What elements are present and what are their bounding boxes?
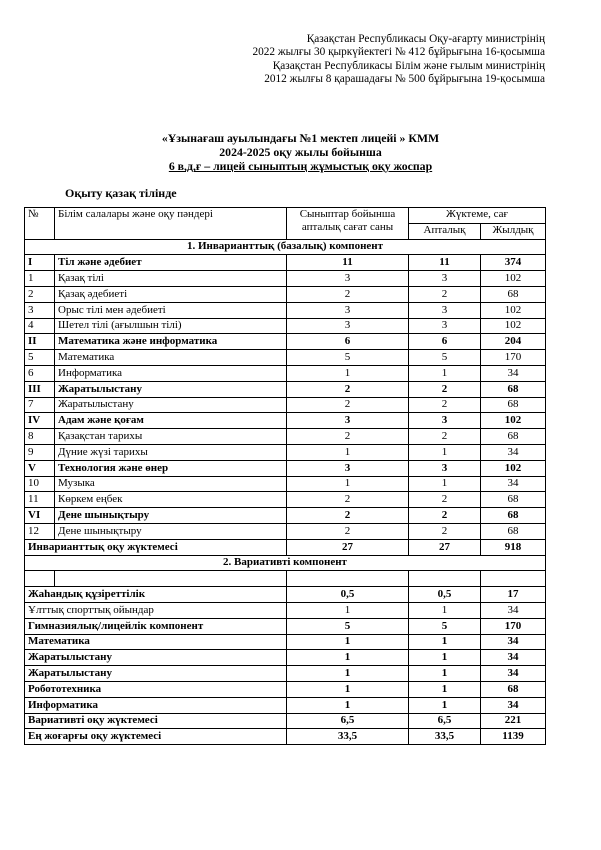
row-number: 9 xyxy=(25,444,55,460)
yearly-hours: 68 xyxy=(481,681,546,697)
header-line: 2012 жылғы 8 қарашадағы № 500 бұйрығына 19-қосымша xyxy=(264,73,545,86)
subject-row xyxy=(25,318,546,334)
subject-row xyxy=(25,492,546,508)
yearly-hours: 34 xyxy=(481,476,546,492)
subject-name: Көркем еңбек xyxy=(55,492,287,508)
total-label: Вариативті оқу жүктемесі xyxy=(25,713,287,729)
weekly-hours: 2 xyxy=(409,523,481,539)
subject-name: Информатика xyxy=(25,697,287,713)
class-hours: 1 xyxy=(287,365,409,381)
subject-row xyxy=(25,255,546,271)
subject-row xyxy=(25,634,546,650)
col-load-header: Жүктеме, сағ xyxy=(409,208,546,224)
total-weekly-hours: 6,5 xyxy=(409,713,481,729)
row-number: 11 xyxy=(25,492,55,508)
table-header-row xyxy=(25,208,546,224)
weekly-hours: 2 xyxy=(409,429,481,445)
class-hours: 1 xyxy=(287,476,409,492)
subject-name: Қазақ әдебиеті xyxy=(55,286,287,302)
row-number: 3 xyxy=(25,302,55,318)
subject-name: Дүние жүзі тарихы xyxy=(55,444,287,460)
class-hours: 0,5 xyxy=(287,587,409,603)
total-yearly-hours: 1139 xyxy=(481,729,546,745)
subject-row xyxy=(25,286,546,302)
subject-name: Технология және өнер xyxy=(55,460,287,476)
subject-name: Жаратылыстану xyxy=(55,397,287,413)
weekly-hours: 11 xyxy=(409,255,481,271)
total-row xyxy=(25,539,546,555)
total-class-hours: 6,5 xyxy=(287,713,409,729)
weekly-hours: 1 xyxy=(409,634,481,650)
row-number: 4 xyxy=(25,318,55,334)
subject-name: Математика және информатика xyxy=(55,334,287,350)
yearly-hours: 34 xyxy=(481,666,546,682)
weekly-hours: 1 xyxy=(409,365,481,381)
subject-name: Математика xyxy=(25,634,287,650)
class-hours: 11 xyxy=(287,255,409,271)
col-no-header: № xyxy=(25,208,55,240)
weekly-hours: 2 xyxy=(409,508,481,524)
empty-cell xyxy=(481,571,546,587)
class-hours: 1 xyxy=(287,681,409,697)
row-number: 7 xyxy=(25,397,55,413)
order-reference-block xyxy=(252,33,545,87)
weekly-hours: 1 xyxy=(409,697,481,713)
row-number: 5 xyxy=(25,350,55,366)
curriculum-table xyxy=(24,207,546,745)
class-hours: 2 xyxy=(287,397,409,413)
weekly-hours: 6 xyxy=(409,334,481,350)
class-hours: 2 xyxy=(287,429,409,445)
subject-name: Математика xyxy=(55,350,287,366)
subject-name: Жаратылыстану xyxy=(25,650,287,666)
subject-row xyxy=(25,429,546,445)
header-line: 2022 жылғы 30 қыркүйектегі № 412 бұйрығына 16-қосымша xyxy=(252,46,545,59)
total-class-hours: 33,5 xyxy=(287,729,409,745)
subject-row xyxy=(25,697,546,713)
subject-name: Музыка xyxy=(55,476,287,492)
row-number: 12 xyxy=(25,523,55,539)
class-hours: 2 xyxy=(287,381,409,397)
class-hours: 5 xyxy=(287,618,409,634)
yearly-hours: 68 xyxy=(481,429,546,445)
weekly-hours: 3 xyxy=(409,413,481,429)
row-number: 1 xyxy=(25,271,55,287)
weekly-hours: 1 xyxy=(409,650,481,666)
subject-row xyxy=(25,602,546,618)
subject-name: Адам және қоғам xyxy=(55,413,287,429)
class-hours: 2 xyxy=(287,523,409,539)
weekly-hours: 3 xyxy=(409,460,481,476)
yearly-hours: 102 xyxy=(481,318,546,334)
total-class-hours: 27 xyxy=(287,539,409,555)
row-number: V xyxy=(25,460,55,476)
yearly-hours: 102 xyxy=(481,460,546,476)
subject-row xyxy=(25,350,546,366)
weekly-hours: 5 xyxy=(409,618,481,634)
total-yearly-hours: 221 xyxy=(481,713,546,729)
subject-row xyxy=(25,587,546,603)
class-hours: 1 xyxy=(287,650,409,666)
yearly-hours: 68 xyxy=(481,381,546,397)
subject-name: Жаһандық құзіреттілік xyxy=(25,587,287,603)
row-number: I xyxy=(25,255,55,271)
class-hours: 3 xyxy=(287,413,409,429)
yearly-hours: 102 xyxy=(481,413,546,429)
class-hours: 5 xyxy=(287,350,409,366)
total-label: Ең жоғарғы оқу жүктемесі xyxy=(25,729,287,745)
weekly-hours: 1 xyxy=(409,444,481,460)
col-weekly-class-header: Сыныптар бойынша апталық сағат саны xyxy=(287,208,409,240)
yearly-hours: 34 xyxy=(481,697,546,713)
subject-name: Орыс тілі мен әдебиеті xyxy=(55,302,287,318)
total-row xyxy=(25,729,546,745)
document-title xyxy=(0,131,601,174)
yearly-hours: 17 xyxy=(481,587,546,603)
empty-cell xyxy=(409,571,481,587)
row-number: 8 xyxy=(25,429,55,445)
total-row xyxy=(25,713,546,729)
subject-row xyxy=(25,681,546,697)
class-hours: 1 xyxy=(287,666,409,682)
col-weekly-header: Апталық xyxy=(409,223,481,239)
subject-row xyxy=(25,365,546,381)
row-number: 10 xyxy=(25,476,55,492)
weekly-hours: 1 xyxy=(409,681,481,697)
yearly-hours: 68 xyxy=(481,397,546,413)
class-hours: 1 xyxy=(287,697,409,713)
yearly-hours: 204 xyxy=(481,334,546,350)
weekly-hours: 0,5 xyxy=(409,587,481,603)
subject-row xyxy=(25,618,546,634)
yearly-hours: 34 xyxy=(481,602,546,618)
subject-name: Дене шынықтыру xyxy=(55,523,287,539)
academic-year: 2024-2025 оқу жылы бойынша xyxy=(219,145,382,160)
subject-name: Жаратылыстану xyxy=(25,666,287,682)
plan-title: 6 в,д,ғ – лицей сыныптың жұмыстық оқу жоспар xyxy=(168,159,433,174)
weekly-hours: 1 xyxy=(409,666,481,682)
yearly-hours: 68 xyxy=(481,508,546,524)
subject-name: Робототехника xyxy=(25,681,287,697)
weekly-hours: 5 xyxy=(409,350,481,366)
subject-row xyxy=(25,444,546,460)
class-hours: 3 xyxy=(287,302,409,318)
yearly-hours: 170 xyxy=(481,618,546,634)
section-row xyxy=(25,239,546,255)
weekly-hours: 3 xyxy=(409,302,481,318)
yearly-hours: 68 xyxy=(481,286,546,302)
class-hours: 1 xyxy=(287,602,409,618)
class-hours: 3 xyxy=(287,318,409,334)
row-number: II xyxy=(25,334,55,350)
total-weekly-hours: 27 xyxy=(409,539,481,555)
class-hours: 2 xyxy=(287,508,409,524)
weekly-hours: 1 xyxy=(409,602,481,618)
subject-row xyxy=(25,666,546,682)
subject-row xyxy=(25,460,546,476)
yearly-hours: 34 xyxy=(481,444,546,460)
subject-name: Тіл және әдебиет xyxy=(55,255,287,271)
subject-row xyxy=(25,413,546,429)
section-row xyxy=(25,555,546,571)
language-label: Оқыту қазақ тілінде xyxy=(65,186,177,200)
subject-name: Информатика xyxy=(55,365,287,381)
section-title: 2. Вариативті компонент xyxy=(25,555,546,571)
subject-row xyxy=(25,650,546,666)
subject-name: Шетел тілі (ағылшын тілі) xyxy=(55,318,287,334)
subject-row xyxy=(25,523,546,539)
subject-name: Қазақ тілі xyxy=(55,271,287,287)
weekly-hours: 2 xyxy=(409,492,481,508)
subject-row xyxy=(25,381,546,397)
yearly-hours: 374 xyxy=(481,255,546,271)
col-yearly-header: Жылдық xyxy=(481,223,546,239)
school-name: «Ұзынағаш ауылындағы №1 мектеп лицейі » КММ xyxy=(161,131,440,145)
subject-name: Дене шынықтыру xyxy=(55,508,287,524)
yearly-hours: 34 xyxy=(481,650,546,666)
subject-name: Ұлттық спорттық ойындар xyxy=(25,602,287,618)
subject-row xyxy=(25,302,546,318)
row-number: 6 xyxy=(25,365,55,381)
empty-cell xyxy=(25,571,55,587)
header-line: Қазақстан Республикасы Білім және ғылым министрінің xyxy=(272,59,545,72)
empty-row xyxy=(25,571,546,587)
class-hours: 1 xyxy=(287,444,409,460)
yearly-hours: 68 xyxy=(481,492,546,508)
row-number: VI xyxy=(25,508,55,524)
subject-name: Гимназиялық/лицейлік компонент xyxy=(25,618,287,634)
subject-name: Жаратылыстану xyxy=(55,381,287,397)
subject-row xyxy=(25,334,546,350)
weekly-hours: 2 xyxy=(409,397,481,413)
total-yearly-hours: 918 xyxy=(481,539,546,555)
class-hours: 2 xyxy=(287,286,409,302)
subject-row xyxy=(25,508,546,524)
col-subject-header: Білім салалары және оқу пәндері xyxy=(55,208,287,240)
section-title: 1. Инварианттық (базалық) компонент xyxy=(25,239,546,255)
row-number: 2 xyxy=(25,286,55,302)
class-hours: 1 xyxy=(287,634,409,650)
yearly-hours: 102 xyxy=(481,271,546,287)
total-weekly-hours: 33,5 xyxy=(409,729,481,745)
empty-cell xyxy=(287,571,409,587)
row-number: IV xyxy=(25,413,55,429)
class-hours: 3 xyxy=(287,271,409,287)
yearly-hours: 68 xyxy=(481,523,546,539)
class-hours: 2 xyxy=(287,492,409,508)
yearly-hours: 102 xyxy=(481,302,546,318)
subject-row xyxy=(25,476,546,492)
yearly-hours: 34 xyxy=(481,634,546,650)
subject-row xyxy=(25,271,546,287)
subject-row xyxy=(25,397,546,413)
subject-name: Қазақстан тарихы xyxy=(55,429,287,445)
row-number: III xyxy=(25,381,55,397)
empty-cell xyxy=(55,571,287,587)
class-hours: 6 xyxy=(287,334,409,350)
weekly-hours: 2 xyxy=(409,381,481,397)
weekly-hours: 3 xyxy=(409,318,481,334)
weekly-hours: 2 xyxy=(409,286,481,302)
yearly-hours: 170 xyxy=(481,350,546,366)
header-line: Қазақстан Республикасы Оқу-ағарту министрінің xyxy=(306,33,545,45)
class-hours: 3 xyxy=(287,460,409,476)
weekly-hours: 1 xyxy=(409,476,481,492)
total-label: Инварианттық оқу жүктемесі xyxy=(25,539,287,555)
yearly-hours: 34 xyxy=(481,365,546,381)
weekly-hours: 3 xyxy=(409,271,481,287)
